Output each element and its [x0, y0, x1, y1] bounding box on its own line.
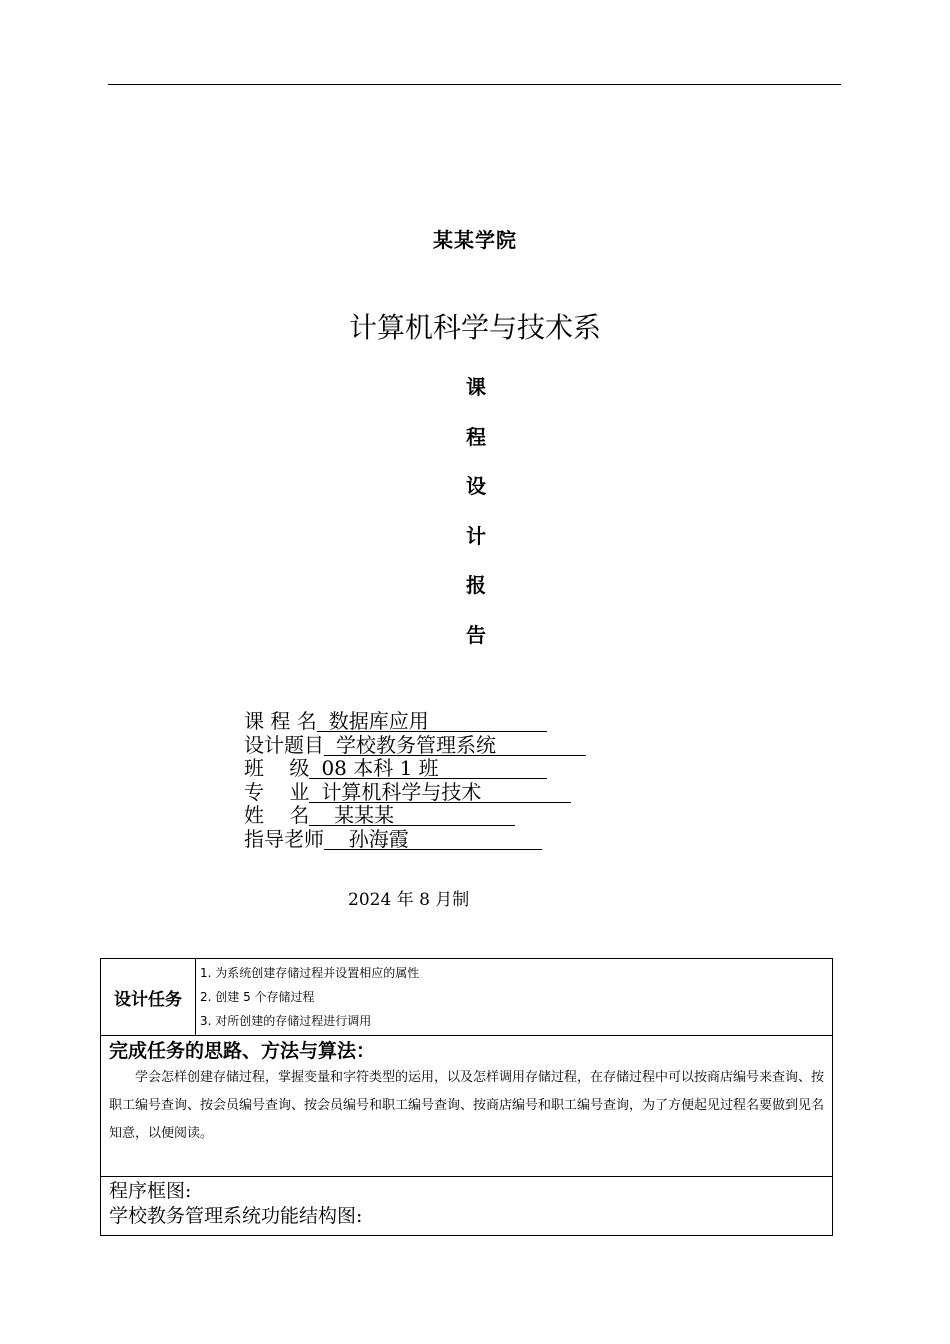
method-cell: [101, 1036, 833, 1177]
structure-heading: 学校教务管理系统功能结构图:: [109, 1205, 363, 1227]
task-item: 2. 创建 5 个存储过程: [200, 990, 315, 1004]
school-name: 某某学院: [433, 228, 517, 252]
diagram-heading: 程序框图:: [109, 1180, 192, 1202]
info-label: 课 程 名: [244, 709, 317, 733]
cover-info-block: [244, 710, 586, 851]
info-label: 设计题目: [244, 732, 324, 757]
info-row-major: [244, 781, 586, 805]
task-item: 1. 为系统创建存储过程并设置相应的属性: [200, 966, 420, 980]
method-text: 学会怎样创建存储过程，掌握变量和字符类型的运用，以及怎样调用存储过程，在存储过程中可以按商店编号来查询、按职工编号查询、按会员编号查询、按会员编号和职工编号查询、按商店编号和职工编号查询，为了方便起见过程名要做到见名知意，以便阅读。: [109, 1070, 825, 1141]
info-row-course: [244, 710, 586, 734]
title-char: 课: [466, 375, 486, 399]
info-value: 学校教务管理系统: [324, 735, 586, 756]
title-char: 告: [466, 622, 486, 647]
info-value: 计算机科学与技术: [309, 782, 571, 803]
task-label: 设计任务: [101, 959, 196, 1036]
task-item: 3. 对所创建的存储过程进行调用: [200, 1014, 372, 1028]
task-list: [196, 959, 833, 1036]
info-value: 孙海霞: [324, 829, 542, 850]
info-value: 08 本科 1 班: [309, 758, 547, 779]
info-value: 数据库应用: [317, 711, 547, 732]
title-char: 计: [466, 523, 486, 548]
department-name: 计算机科学与技术系: [348, 311, 601, 344]
info-row-name: [244, 804, 586, 828]
info-row-topic: [244, 734, 586, 758]
report-date: 2024 年 8 月制: [348, 890, 470, 910]
title-char: 程: [466, 424, 486, 449]
report-title-vertical: [454, 372, 498, 670]
info-label: 姓 名: [244, 803, 310, 827]
title-char: 报: [466, 573, 486, 598]
info-label: 指导老师: [244, 826, 324, 851]
info-label: 专 业: [244, 779, 310, 804]
info-row-class: [244, 757, 586, 781]
info-label: 班 级: [244, 756, 310, 780]
info-value: 某某某: [309, 805, 515, 826]
info-row-advisor: [244, 828, 586, 852]
header-rule: [108, 84, 841, 85]
method-heading: 完成任务的思路、方法与算法：: [109, 1040, 376, 1062]
title-char: 设: [466, 474, 486, 499]
design-task-table: [100, 958, 833, 1236]
diagram-cell: [101, 1177, 833, 1236]
